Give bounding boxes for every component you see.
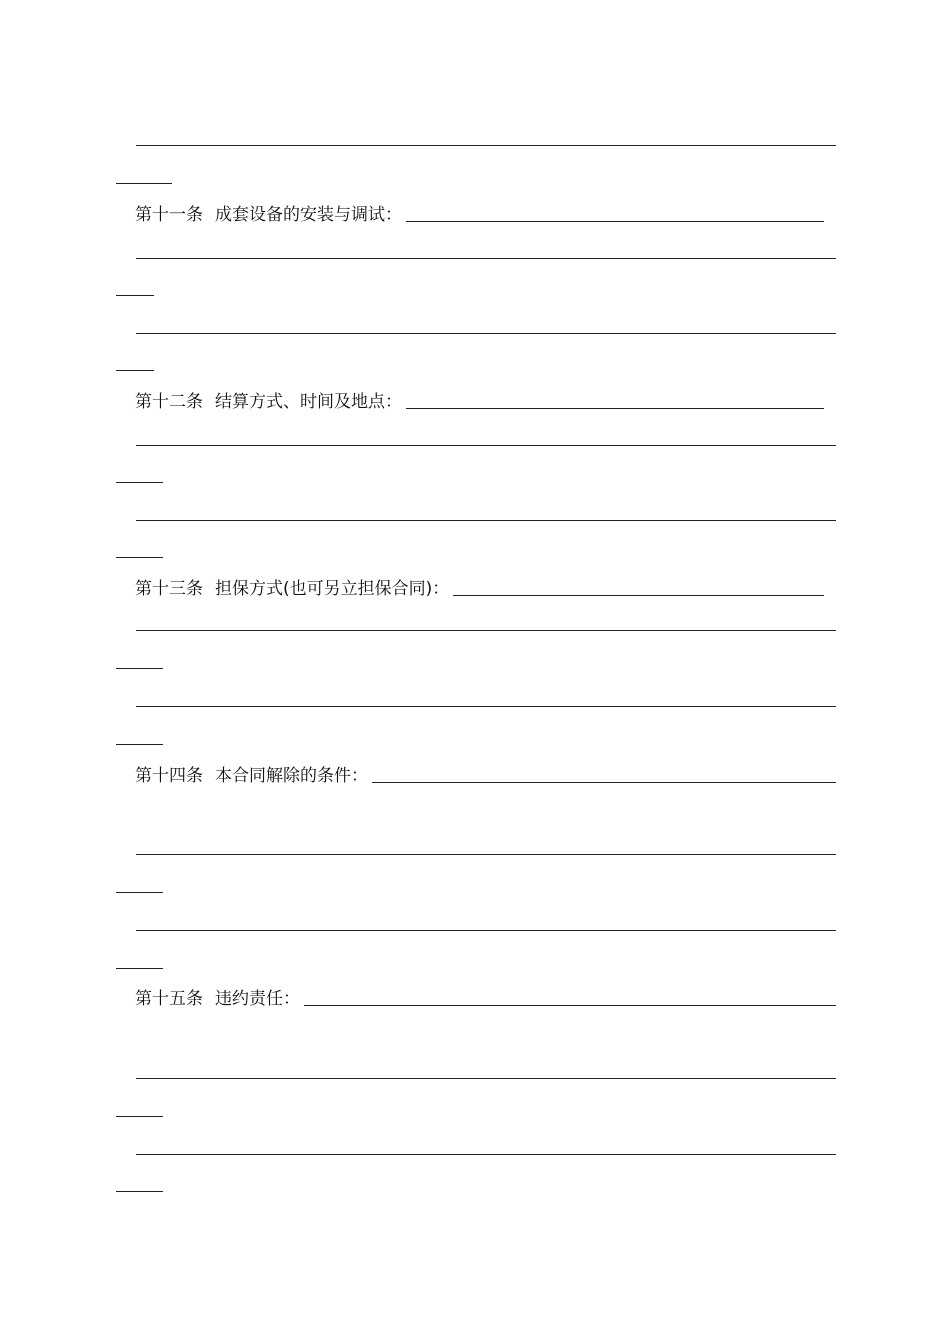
clause-number: 第十三条: [135, 579, 203, 599]
clause-title: 本合同解除的条件：: [215, 766, 368, 786]
clause-title: 成套设备的安装与调试：: [215, 205, 402, 225]
fill-line-tail[interactable]: [116, 968, 163, 969]
fill-line[interactable]: [453, 594, 824, 596]
clause-title: 违约责任：: [215, 989, 300, 1009]
fill-line[interactable]: [136, 706, 836, 707]
fill-line[interactable]: [136, 1078, 836, 1079]
fill-line[interactable]: [136, 854, 836, 855]
fill-line-tail[interactable]: [116, 892, 163, 893]
fill-line-tail[interactable]: [116, 744, 163, 745]
fill-line[interactable]: [136, 520, 836, 521]
clause-12: [135, 388, 824, 412]
clause-13: [135, 575, 824, 599]
fill-line-tail[interactable]: [116, 1116, 163, 1117]
fill-line-tail[interactable]: [116, 183, 172, 184]
fill-line[interactable]: [136, 630, 836, 631]
fill-line[interactable]: [136, 145, 836, 146]
clause-15: [135, 985, 836, 1009]
fill-line[interactable]: [136, 258, 836, 259]
fill-line-tail[interactable]: [116, 557, 163, 558]
fill-line[interactable]: [406, 407, 824, 409]
clause-11: [135, 201, 824, 225]
fill-line[interactable]: [406, 220, 824, 222]
fill-line[interactable]: [136, 1154, 836, 1155]
fill-line-tail[interactable]: [116, 668, 163, 669]
fill-line[interactable]: [136, 333, 836, 334]
fill-line-tail[interactable]: [116, 370, 154, 371]
clause-number: 第十五条: [135, 989, 203, 1009]
fill-line-tail[interactable]: [116, 482, 163, 483]
clause-title: 结算方式、时间及地点：: [215, 392, 402, 412]
clause-title: 担保方式(也可另立担保合同)：: [215, 579, 450, 599]
fill-line-tail[interactable]: [116, 295, 154, 296]
fill-line[interactable]: [304, 1004, 836, 1006]
clause-number: 第十二条: [135, 392, 203, 412]
clause-14: [135, 762, 836, 786]
clause-number: 第十一条: [135, 205, 203, 225]
fill-line[interactable]: [136, 445, 836, 446]
fill-line-tail[interactable]: [116, 1191, 163, 1192]
fill-line[interactable]: [136, 930, 836, 931]
fill-line[interactable]: [372, 781, 836, 783]
clause-number: 第十四条: [135, 766, 203, 786]
